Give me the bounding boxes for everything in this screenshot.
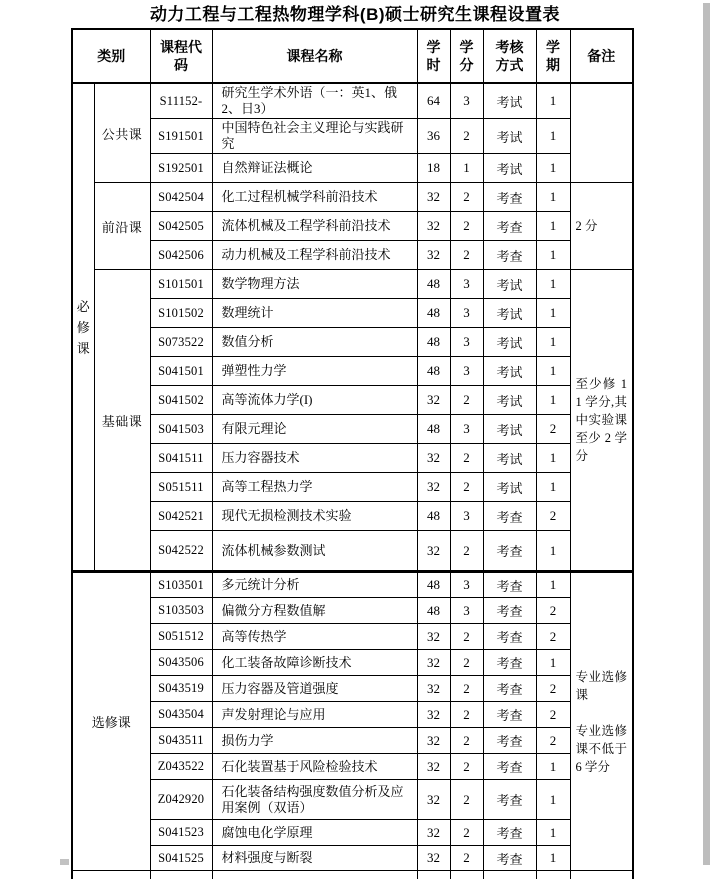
credits: 1 [450, 154, 483, 183]
hours: 32 [417, 183, 450, 212]
hours: 48 [417, 357, 450, 386]
subcategory-cell-basic: 基础课 [94, 270, 150, 572]
hours: 32 [417, 531, 450, 572]
course-name: 偏微分方程数值解 [212, 598, 417, 624]
semester: 1 [536, 846, 570, 871]
assessment: 考查 [483, 846, 536, 871]
semester: 2 [536, 502, 570, 531]
hours: 48 [417, 299, 450, 328]
semester: 1 [536, 299, 570, 328]
course-code: S042504 [150, 183, 212, 212]
course-code: S051511 [150, 473, 212, 502]
semester: 1 [536, 531, 570, 572]
course-row [72, 728, 633, 754]
remark-cell-public [570, 83, 633, 183]
semester: 1 [536, 241, 570, 270]
header-name: 课程名称 [212, 29, 417, 83]
credits: 3 [450, 299, 483, 328]
credits: 2 [450, 531, 483, 572]
course-code: S042522 [150, 531, 212, 572]
course-code: S041503 [150, 415, 212, 444]
assessment: 考试 [483, 299, 536, 328]
assessment: 考查 [483, 241, 536, 270]
semester: 2 [536, 624, 570, 650]
course-row [72, 154, 633, 183]
assessment: 考试 [483, 328, 536, 357]
semester: 1 [536, 780, 570, 820]
course-code: S043519 [150, 676, 212, 702]
hours: 48 [417, 270, 450, 299]
course-row [72, 502, 633, 531]
course-name: 流体机械及工程学科前沿技术 [212, 212, 417, 241]
course-row [72, 328, 633, 357]
credits: 2 [450, 386, 483, 415]
hours: 32 [417, 728, 450, 754]
cutoff-cell [417, 871, 450, 879]
hours: 32 [417, 241, 450, 270]
scan-artifact [60, 859, 69, 865]
cutoff-cell [212, 871, 417, 879]
course-name: 有限元理论 [212, 415, 417, 444]
assessment: 考查 [483, 820, 536, 846]
semester: 1 [536, 212, 570, 241]
header-code: 课程代码 [150, 29, 212, 83]
hours: 32 [417, 473, 450, 502]
course-code: S043504 [150, 702, 212, 728]
assessment: 考试 [483, 444, 536, 473]
hours: 36 [417, 119, 450, 154]
header-category: 类别 [72, 29, 150, 83]
course-code: S191501 [150, 119, 212, 154]
assessment: 考查 [483, 754, 536, 780]
course-name: 多元统计分析 [212, 572, 417, 598]
course-table [71, 28, 634, 879]
assessment: 考试 [483, 415, 536, 444]
assessment: 考试 [483, 357, 536, 386]
credits: 3 [450, 572, 483, 598]
header-row [72, 29, 633, 83]
credits: 2 [450, 780, 483, 820]
course-code: S11152- [150, 83, 212, 119]
page-edge-strip [703, 3, 710, 865]
credits: 3 [450, 598, 483, 624]
course-code: S042521 [150, 502, 212, 531]
remark-gap [576, 704, 628, 722]
course-row [72, 676, 633, 702]
course-row [72, 299, 633, 328]
course-row [72, 444, 633, 473]
course-name: 数理统计 [212, 299, 417, 328]
remark-cell-basic [570, 270, 633, 572]
cutoff-cell [483, 871, 536, 879]
credits: 2 [450, 119, 483, 154]
course-row [72, 846, 633, 871]
course-row [72, 212, 633, 241]
credits: 2 [450, 754, 483, 780]
course-row [72, 820, 633, 846]
course-row [72, 598, 633, 624]
course-row [72, 702, 633, 728]
credits: 3 [450, 502, 483, 531]
course-row [72, 754, 633, 780]
remark-cell-elective [570, 572, 633, 871]
course-row [72, 473, 633, 502]
course-name: 化工过程机械学科前沿技术 [212, 183, 417, 212]
semester: 1 [536, 572, 570, 598]
assessment: 考查 [483, 598, 536, 624]
semester: 1 [536, 754, 570, 780]
assessment: 考查 [483, 624, 536, 650]
semester: 2 [536, 676, 570, 702]
hours: 64 [417, 83, 450, 119]
course-code: S041502 [150, 386, 212, 415]
course-name: 高等流体力学(I) [212, 386, 417, 415]
semester: 2 [536, 415, 570, 444]
hours: 48 [417, 572, 450, 598]
credits: 2 [450, 473, 483, 502]
semester: 1 [536, 83, 570, 119]
assessment: 考查 [483, 183, 536, 212]
cutoff-cell [150, 871, 212, 879]
credits: 2 [450, 444, 483, 473]
credits: 3 [450, 83, 483, 119]
hours: 32 [417, 624, 450, 650]
semester: 1 [536, 820, 570, 846]
assessment: 考试 [483, 83, 536, 119]
hours: 32 [417, 386, 450, 415]
course-code: S103503 [150, 598, 212, 624]
header-assessment: 考核方式 [483, 29, 536, 83]
hours: 32 [417, 820, 450, 846]
page-title: 动力工程与工程热物理学科(B)硕士研究生课程设置表 [149, 5, 561, 24]
credits: 2 [450, 241, 483, 270]
remark-text: 专业选修课 [575, 669, 627, 702]
hours: 48 [417, 415, 450, 444]
credits: 2 [450, 183, 483, 212]
course-row [72, 241, 633, 270]
hours: 32 [417, 780, 450, 820]
course-name: 自然辩证法概论 [212, 154, 417, 183]
hours: 32 [417, 754, 450, 780]
course-row [72, 357, 633, 386]
assessment: 考查 [483, 728, 536, 754]
assessment: 考试 [483, 386, 536, 415]
course-code: S041525 [150, 846, 212, 871]
course-name: 石化装备结构强度数值分析及应用案例（双语） [212, 780, 417, 820]
course-name: 声发射理论与应用 [212, 702, 417, 728]
course-code: S041511 [150, 444, 212, 473]
semester: 2 [536, 728, 570, 754]
credits: 2 [450, 676, 483, 702]
course-code: S041523 [150, 820, 212, 846]
credits: 2 [450, 728, 483, 754]
credits: 3 [450, 270, 483, 299]
remark-text: 至少修 11 学分,其中实验课至少 2 学分 [575, 377, 627, 463]
hours: 48 [417, 328, 450, 357]
cutoff-cell [570, 871, 633, 879]
course-row [72, 780, 633, 820]
course-code: S103501 [150, 572, 212, 598]
semester: 1 [536, 473, 570, 502]
course-code: S043506 [150, 650, 212, 676]
semester: 1 [536, 183, 570, 212]
course-row [72, 183, 633, 212]
credits: 2 [450, 820, 483, 846]
credits: 2 [450, 702, 483, 728]
semester: 1 [536, 444, 570, 473]
course-code: S101502 [150, 299, 212, 328]
hours: 32 [417, 846, 450, 871]
course-name: 流体机械参数测试 [212, 531, 417, 572]
header-remark: 备注 [570, 29, 633, 83]
credits: 3 [450, 328, 483, 357]
course-row [72, 386, 633, 415]
semester: 2 [536, 702, 570, 728]
cutoff-cell [72, 871, 150, 879]
assessment: 考查 [483, 531, 536, 572]
cutoff-row [72, 871, 633, 879]
course-code: S051512 [150, 624, 212, 650]
course-code: S073522 [150, 328, 212, 357]
header-semester: 学期 [536, 29, 570, 83]
course-row [72, 624, 633, 650]
subcategory-cell-public: 公共课 [94, 83, 150, 183]
credits: 3 [450, 357, 483, 386]
course-name: 研究生学术外语（一：英1、俄2、日3） [212, 83, 417, 119]
credits: 2 [450, 846, 483, 871]
hours: 18 [417, 154, 450, 183]
assessment: 考试 [483, 270, 536, 299]
course-row [72, 83, 633, 119]
hours: 32 [417, 212, 450, 241]
course-name: 高等传热学 [212, 624, 417, 650]
course-code: Z042920 [150, 780, 212, 820]
assessment: 考查 [483, 572, 536, 598]
course-code: Z043522 [150, 754, 212, 780]
semester: 1 [536, 328, 570, 357]
assessment: 考查 [483, 502, 536, 531]
course-row [72, 531, 633, 572]
course-name: 弹塑性力学 [212, 357, 417, 386]
course-name: 压力容器技术 [212, 444, 417, 473]
course-name: 腐蚀电化学原理 [212, 820, 417, 846]
category-cell-elective: 选修课 [72, 572, 150, 871]
hours: 32 [417, 702, 450, 728]
subcategory-cell-frontier: 前沿课 [94, 183, 150, 270]
cutoff-cell [450, 871, 483, 879]
assessment: 考查 [483, 702, 536, 728]
course-name: 中国特色社会主义理论与实践研究 [212, 119, 417, 154]
semester: 1 [536, 386, 570, 415]
course-code: S043511 [150, 728, 212, 754]
cutoff-cell [536, 871, 570, 879]
credits: 2 [450, 624, 483, 650]
course-name: 化工装备故障诊断技术 [212, 650, 417, 676]
assessment: 考查 [483, 676, 536, 702]
assessment: 考查 [483, 212, 536, 241]
semester: 2 [536, 598, 570, 624]
course-name: 材料强度与断裂 [212, 846, 417, 871]
course-name: 石化装置基于风险检验技术 [212, 754, 417, 780]
course-name: 损伤力学 [212, 728, 417, 754]
semester: 1 [536, 154, 570, 183]
course-row [72, 270, 633, 299]
course-row [72, 119, 633, 154]
assessment: 考试 [483, 473, 536, 502]
header-credits: 学分 [450, 29, 483, 83]
course-row [72, 415, 633, 444]
hours: 48 [417, 502, 450, 531]
semester: 1 [536, 357, 570, 386]
course-code: S041501 [150, 357, 212, 386]
course-code: S101501 [150, 270, 212, 299]
assessment: 考试 [483, 154, 536, 183]
course-name: 高等工程热力学 [212, 473, 417, 502]
course-name: 数学物理方法 [212, 270, 417, 299]
course-code: S042506 [150, 241, 212, 270]
course-row [72, 572, 633, 598]
course-name: 动力机械及工程学科前沿技术 [212, 241, 417, 270]
hours: 48 [417, 598, 450, 624]
assessment: 考试 [483, 119, 536, 154]
course-name: 现代无损检测技术实验 [212, 502, 417, 531]
hours: 32 [417, 676, 450, 702]
remark-text: 专业选修课不低于 6 学分 [575, 723, 627, 774]
category-label: 必修课 [76, 298, 90, 356]
semester: 1 [536, 270, 570, 299]
course-code: S042505 [150, 212, 212, 241]
assessment: 考查 [483, 780, 536, 820]
remark-cell-frontier: 2 分 [570, 183, 633, 270]
course-row [72, 650, 633, 676]
course-code: S192501 [150, 154, 212, 183]
category-cell-required [72, 83, 94, 572]
credits: 2 [450, 650, 483, 676]
hours: 32 [417, 650, 450, 676]
hours: 32 [417, 444, 450, 473]
course-name: 数值分析 [212, 328, 417, 357]
credits: 2 [450, 212, 483, 241]
semester: 1 [536, 119, 570, 154]
header-hours: 学时 [417, 29, 450, 83]
course-name: 压力容器及管道强度 [212, 676, 417, 702]
credits: 3 [450, 415, 483, 444]
assessment: 考查 [483, 650, 536, 676]
semester: 1 [536, 650, 570, 676]
